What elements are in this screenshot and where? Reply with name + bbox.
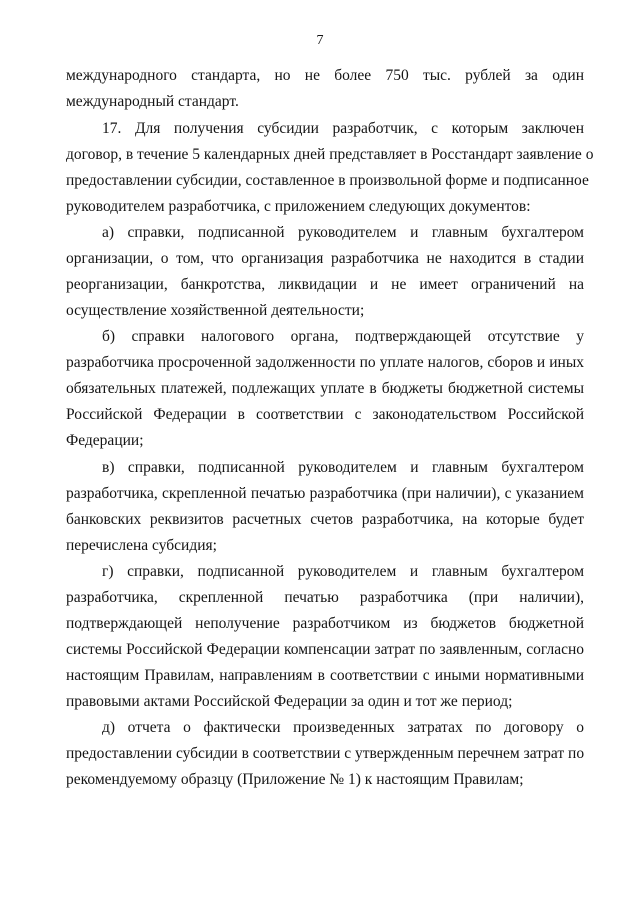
text-line: системы Российской Федерации компенсации затрат по заявленным, согласно bbox=[66, 641, 584, 658]
text-line: реорганизации, банкротства, ликвидации и не имеет ограничений на bbox=[66, 276, 584, 293]
text-line: разработчика, скрепленной печатью разработчика (при наличии), bbox=[66, 589, 584, 606]
text-line: разработчика просроченной задолженности по уплате налогов, сборов и иных bbox=[66, 354, 584, 371]
item-g-first-line: г) справки, подписанной руководителем и главным бухгалтером bbox=[102, 563, 584, 580]
text-line: международный стандарт. bbox=[66, 93, 239, 110]
text-line: договор, в течение 5 календарных дней представляет в Росстандарт заявление о bbox=[66, 146, 594, 163]
item-b-first-line: б) справки налогового органа, подтверждающей отсутствие у bbox=[102, 328, 584, 345]
text-line: международного стандарта, но не более 750 тыс. рублей за один bbox=[66, 67, 584, 84]
text-line: Российской Федерации в соответствии с законодательством Российской bbox=[66, 406, 584, 423]
text-line: правовыми актами Российской Федерации за один и тот же период; bbox=[66, 693, 513, 710]
text-line: банковских реквизитов расчетных счетов разработчика, на которые будет bbox=[66, 511, 584, 528]
item-v-first-line: в) справки, подписанной руководителем и главным бухгалтером bbox=[102, 459, 584, 476]
item-d-first-line: д) отчета о фактически произведенных затратах по договору о bbox=[102, 719, 584, 736]
text-line: организации, о том, что организация разработчика не находится в стадии bbox=[66, 250, 584, 267]
text-line: перечислена субсидия; bbox=[66, 537, 217, 554]
text-line: руководителем разработчика, с приложением следующих документов: bbox=[66, 198, 531, 215]
text-line: обязательных платежей, подлежащих уплате в бюджеты бюджетной системы bbox=[66, 380, 584, 397]
text-line: предоставлении субсидии в соответствии с утвержденным перечнем затрат по bbox=[66, 745, 585, 762]
text-line: разработчика, скрепленной печатью разработчика (при наличии), с указанием bbox=[66, 485, 584, 502]
paragraph-17-first-line: 17. Для получения субсидии разработчик, с которым заключен bbox=[102, 120, 584, 137]
text-line: рекомендуемому образцу (Приложение № 1) к настоящим Правилам; bbox=[66, 771, 524, 788]
text-line: Федерации; bbox=[66, 432, 144, 449]
text-line: предоставлении субсидии, составленное в произвольной форме и подписанное bbox=[66, 172, 589, 189]
text-line: подтверждающей неполучение разработчиком из бюджетов бюджетной bbox=[66, 615, 584, 632]
text-line: осуществление хозяйственной деятельности; bbox=[66, 302, 365, 319]
item-a-first-line: а) справки, подписанной руководителем и главным бухгалтером bbox=[102, 224, 584, 241]
text-line: настоящим Правилам, направлениям в соответствии с иными нормативными bbox=[66, 667, 584, 684]
page-number: 7 bbox=[316, 33, 324, 48]
